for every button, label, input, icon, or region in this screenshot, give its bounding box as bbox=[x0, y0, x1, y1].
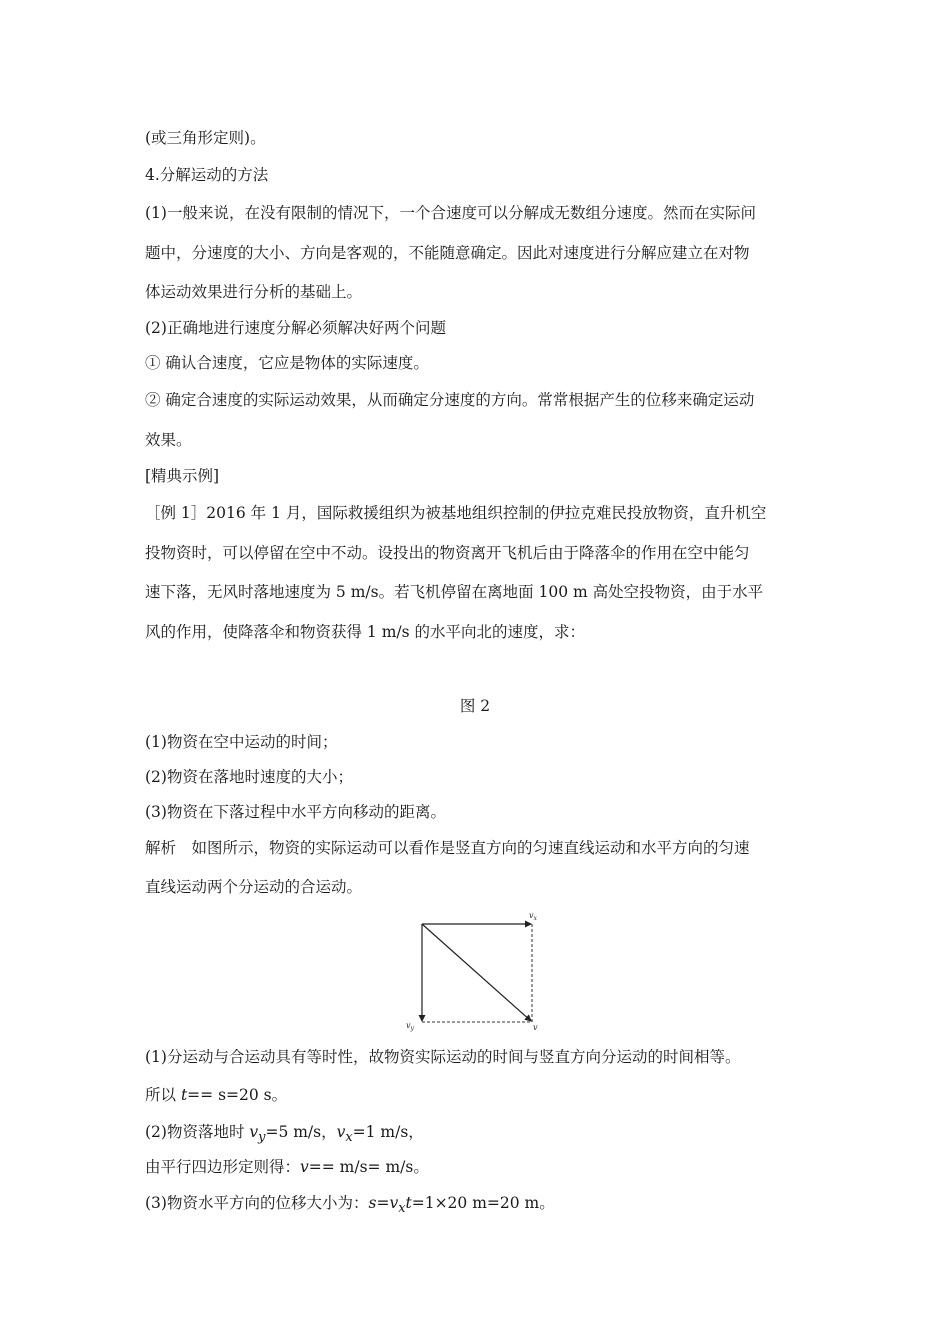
v-label: v bbox=[533, 1023, 538, 1032]
solution-text: 由平行四边形定则得： bbox=[145, 1158, 301, 1176]
velocity-diagram-svg bbox=[400, 908, 550, 1032]
text-line: 题中，分速度的大小、方向是客观的，不能随意确定。因此对速度进行分解应建立在对物 bbox=[145, 244, 750, 262]
text-line: (或三角形定则)。 bbox=[145, 129, 266, 147]
solution-text: == s=20 s。 bbox=[187, 1086, 288, 1104]
solution-text: == m/s= m/s。 bbox=[308, 1158, 429, 1176]
variable-s: s bbox=[368, 1194, 377, 1212]
velocity-diagram bbox=[400, 908, 550, 1032]
text-line: 体运动效果进行分析的基础上。 bbox=[145, 283, 363, 301]
solution-text: =5 m/s， bbox=[265, 1123, 337, 1141]
text-line: ［例 1］2016 年 1 月，国际救援组织为被基地组织控制的伊拉克难民投放物资，直升机空 bbox=[145, 504, 767, 522]
variable-v: v bbox=[300, 1158, 309, 1176]
text-line: 速下落，无风时落地速度为 5 m/s。若飞机停留在离地面 100 m 高处空投物资，由于水平 bbox=[145, 583, 764, 601]
solution-text: (3)物资水平方向的位移大小为： bbox=[145, 1194, 369, 1212]
solution-text: =1×20 m=20 m。 bbox=[411, 1194, 555, 1212]
variable-t: t bbox=[405, 1194, 412, 1212]
question-3: (3)物资在下落过程中水平方向移动的距离。 bbox=[145, 803, 446, 821]
solution-text: = bbox=[376, 1194, 390, 1212]
question-1: (1)物资在空中运动的时间； bbox=[145, 733, 338, 751]
variable-v: v bbox=[336, 1123, 346, 1141]
figure-caption: 图 2 bbox=[459, 697, 491, 715]
solution-line-4 bbox=[145, 1157, 429, 1177]
solution-line-5 bbox=[145, 1193, 555, 1219]
text-line: 效果。 bbox=[145, 431, 192, 449]
text-line: 投物资时，可以停留在空中不动。设投出的物资离开飞机后由于降落伞的作用在空中能匀 bbox=[145, 544, 750, 562]
solution-line-1: (1)分运动与合运动具有等时性，故物资实际运动的时间与竖直方向分运动的时间相等。 bbox=[145, 1048, 741, 1066]
solution-line-2 bbox=[145, 1085, 287, 1105]
subscript-y: y bbox=[258, 1130, 266, 1146]
subscript-x: x bbox=[345, 1130, 353, 1146]
v-arrow bbox=[422, 924, 531, 1021]
vy-label: $v_y$ bbox=[406, 1021, 414, 1032]
solution-line-3 bbox=[145, 1122, 424, 1148]
analysis-line: 直线运动两个分运动的合运动。 bbox=[145, 878, 363, 896]
vx-label: $v_x$ bbox=[529, 911, 537, 922]
variable-t: t bbox=[180, 1086, 188, 1104]
text-line: (2)正确地进行速度分解必须解决好两个问题 bbox=[145, 319, 446, 337]
text-line: ② 确定合速度的实际运动效果，从而确定分速度的方向。常常根据产生的位移来确定运动 bbox=[145, 391, 755, 409]
analysis-line: 解析 如图所示，物资的实际运动可以看作是竖直方向的匀速直线运动和水平方向的匀速 bbox=[145, 839, 750, 857]
subscript-x: x bbox=[398, 1201, 406, 1217]
section-heading: 4.分解运动的方法 bbox=[145, 166, 269, 184]
text-line: ① 确认合速度，它应是物体的实际速度。 bbox=[145, 354, 429, 372]
question-2: (2)物资在落地时速度的大小； bbox=[145, 768, 353, 786]
solution-text: (2)物资落地时 bbox=[145, 1123, 250, 1141]
solution-text: =1 m/s， bbox=[352, 1123, 424, 1141]
variable-v: v bbox=[249, 1123, 259, 1141]
text-line: 风的作用，使降落伞和物资获得 1 m/s 的水平向北的速度，求： bbox=[145, 623, 586, 641]
example-heading: [精典示例] bbox=[145, 467, 220, 485]
text-line: (1)一般来说，在没有限制的情况下，一个合速度可以分解成无数组分速度。然而在实际问 bbox=[145, 204, 756, 222]
variable-v: v bbox=[389, 1194, 399, 1212]
solution-text: 所以 bbox=[145, 1086, 181, 1104]
